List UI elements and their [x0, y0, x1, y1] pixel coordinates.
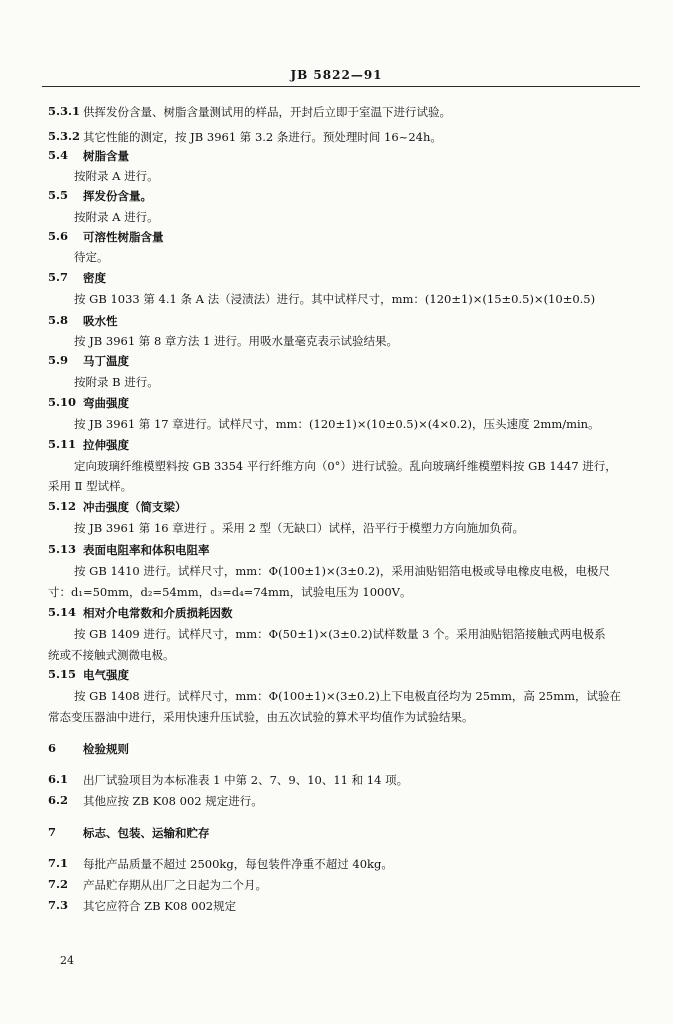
clause-number: 5.8 [48, 313, 69, 327]
clause-number: 5.14 [48, 605, 77, 619]
clause-text: 其他应按 ZB K08 002 规定进行。 [83, 794, 263, 808]
header-rule [42, 86, 640, 87]
clause-number: 5.4 [48, 148, 69, 162]
section-title: 电气强度 [83, 668, 129, 682]
section-title: 马丁温度 [83, 354, 129, 368]
body-text: 按 JB 3961 第 16 章进行 。采用 2 型（无缺口）试样，沿平行于模塑力方向施加负荷。 [74, 521, 525, 535]
clause-text: 其它应符合 ZB K08 002规定 [83, 899, 237, 913]
section-title: 拉伸强度 [83, 438, 129, 452]
clause-number: 5.7 [48, 270, 69, 284]
body-text: 按附录 A 进行。 [74, 210, 159, 224]
page-number: 24 [60, 954, 74, 967]
body-text-continued: 统或不接触式测微电极。 [48, 648, 175, 662]
clause-number: 7.3 [48, 898, 69, 912]
section-title: 标志、包装、运输和贮存 [83, 826, 210, 840]
clause-number: 5.3.2 [48, 129, 81, 143]
clause-number: 5.12 [48, 499, 77, 513]
section-title: 相对介电常数和介质损耗因数 [83, 606, 233, 620]
clause-number: 7 [48, 825, 57, 839]
clause-number: 5.15 [48, 667, 77, 681]
clause-text: 出厂试验项目为本标准表 1 中第 2、7、9、10、11 和 14 项。 [83, 773, 409, 787]
clause-number: 6.1 [48, 772, 69, 786]
clause-text: 其它性能的测定，按 JB 3961 第 3.2 条进行。预处理时间 16~24h。 [83, 130, 442, 144]
body-text-continued: 寸：d₁=50mm，d₂=54mm，d₃=d₄=74mm，试验电压为 1000V。 [48, 585, 412, 599]
body-text: 按 JB 3961 第 8 章方法 1 进行。用吸水量毫克表示试验结果。 [74, 334, 399, 348]
standard-number-header: JB 5822—91 [290, 68, 383, 82]
clause-number: 5.6 [48, 229, 69, 243]
clause-number: 5.5 [48, 188, 69, 202]
section-title: 检验规则 [83, 742, 129, 756]
body-text: 按 GB 1409 进行。试样尺寸，mm：Φ(50±1)×(3±0.2)试样数量 3 个。采用油贴铝箔接触式两电极系 [74, 627, 606, 641]
section-title: 挥发份含量。 [83, 189, 152, 203]
clause-number: 6 [48, 741, 57, 755]
clause-number: 5.13 [48, 542, 77, 556]
section-title: 吸水性 [83, 314, 118, 328]
section-title: 弯曲强度 [83, 396, 129, 410]
body-text: 按附录 B 进行。 [74, 375, 159, 389]
clause-number: 5.9 [48, 353, 69, 367]
clause-text: 每批产品质量不超过 2500kg，每包装件净重不超过 40kg。 [83, 857, 393, 871]
body-text: 按附录 A 进行。 [74, 169, 159, 183]
body-text: 按 JB 3961 第 17 章进行。试样尺寸，mm：(120±1)×(10±0.5)×(4×0.2)，压头速度 2mm/min。 [74, 417, 600, 431]
section-title: 表面电阻率和体积电阻率 [83, 543, 210, 557]
section-title: 冲击强度（简支梁） [83, 500, 187, 514]
body-text: 定向玻璃纤维模塑料按 GB 3354 平行纤维方向（0°）进行试验。乱向玻璃纤维模塑料按 GB 1447 进行， [74, 459, 617, 473]
clause-number: 6.2 [48, 793, 69, 807]
clause-number: 7.2 [48, 877, 69, 891]
section-title: 树脂含量 [83, 149, 129, 163]
clause-text: 产品贮存期从出厂之日起为二个月。 [83, 878, 267, 892]
clause-number: 7.1 [48, 856, 69, 870]
section-title: 可溶性树脂含量 [83, 230, 164, 244]
section-title: 密度 [83, 271, 106, 285]
body-text: 按 GB 1410 进行。试样尺寸，mm：Φ(100±1)×(3±0.2)，采用油贴铝箔电极或导电橡皮电极，电极尺 [74, 564, 610, 578]
body-text: 按 GB 1033 第 4.1 条 A 法（浸渍法）进行。其中试样尺寸，mm：(120±1)×(15±0.5)×(10±0.5) [74, 292, 596, 306]
clause-text: 供挥发份含量、树脂含量测试用的样品，开封后立即于室温下进行试验。 [83, 105, 451, 119]
body-text: 按 GB 1408 进行。试样尺寸，mm：Φ(100±1)×(3±0.2)上下电极直径均为 25mm，高 25mm，试验在 [74, 689, 622, 703]
body-text-continued: 常态变压器油中进行，采用快速升压试验，由五次试验的算术平均值作为试验结果。 [48, 710, 474, 724]
clause-number: 5.10 [48, 395, 77, 409]
body-text: 待定。 [74, 250, 109, 264]
clause-number: 5.3.1 [48, 104, 81, 118]
body-text-continued: 采用 Ⅱ 型试样。 [48, 479, 133, 493]
clause-number: 5.11 [48, 437, 77, 451]
